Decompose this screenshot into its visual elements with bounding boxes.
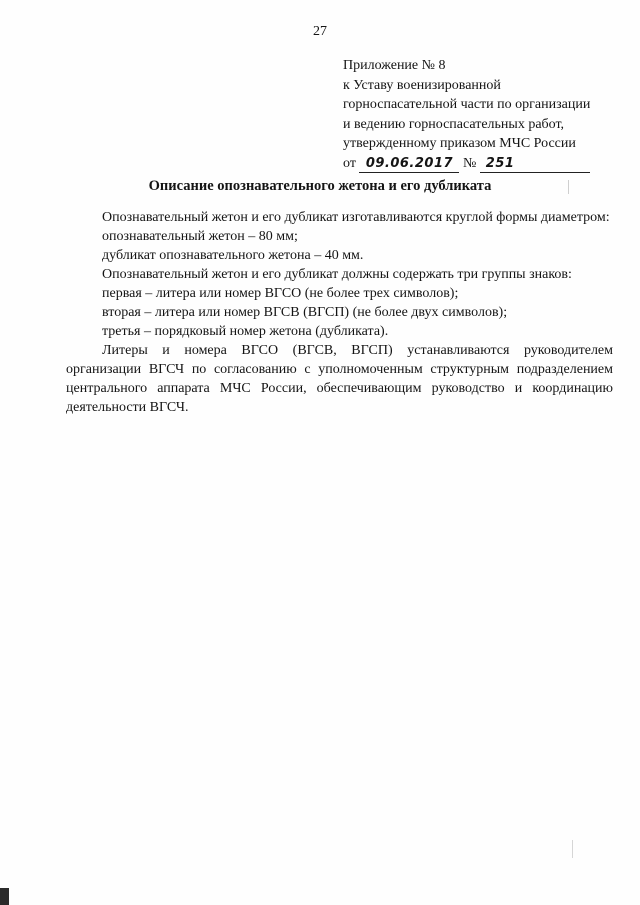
appendix-title: Приложение № 8 [343, 58, 446, 73]
scan-mark [572, 840, 573, 858]
from-label: от [343, 155, 356, 171]
order-reference [343, 154, 590, 174]
page-number: 27 [313, 24, 327, 39]
list-item: первая – литера или номер ВГСО (не более трех символов); [102, 286, 459, 301]
appendix-line: и ведению горноспасательных работ, [343, 116, 565, 132]
list-item: третья – порядковый номер жетона (дубликата). [102, 324, 389, 339]
paragraph: Литеры и номера ВГСО (ВГСВ, ВГСП) устанавливаются руководителем организации ВГСЧ по согласованию с уполномоченным структурным подразделением центрального аппарата МЧС России, обеспечивающим руководство и координацию деятельности ВГСЧ. [66, 343, 613, 415]
paragraph: Опознавательный жетон и его дубликат должны содержать три группы знаков: [102, 267, 572, 282]
number-label: № [462, 155, 477, 171]
list-item: опознавательный жетон – 80 мм; [102, 229, 298, 244]
scan-mark [568, 180, 569, 194]
order-number: 251 [485, 155, 515, 171]
order-date: 09.06.2017 [365, 155, 454, 171]
paragraph: Опознавательный жетон и его дубликат изготавливаются круглой формы диаметром: [102, 210, 610, 225]
list-item: дубликат опознавательного жетона – 40 мм. [102, 248, 364, 263]
document-title: Описание опознавательного жетона и его дубликата [148, 178, 492, 194]
appendix-header [343, 56, 590, 174]
appendix-line: к Уставу военизированной [343, 77, 501, 93]
document-body [66, 208, 613, 417]
appendix-line: горноспасательной части по организации [343, 97, 591, 113]
order-number-field [480, 156, 590, 173]
scan-edge-mark [0, 888, 9, 905]
list-item: вторая – литера или номер ВГСВ (ВГСП) (не более двух символов); [102, 305, 508, 320]
order-date-field [359, 156, 459, 173]
appendix-line: утвержденному приказом МЧС России [343, 136, 576, 152]
